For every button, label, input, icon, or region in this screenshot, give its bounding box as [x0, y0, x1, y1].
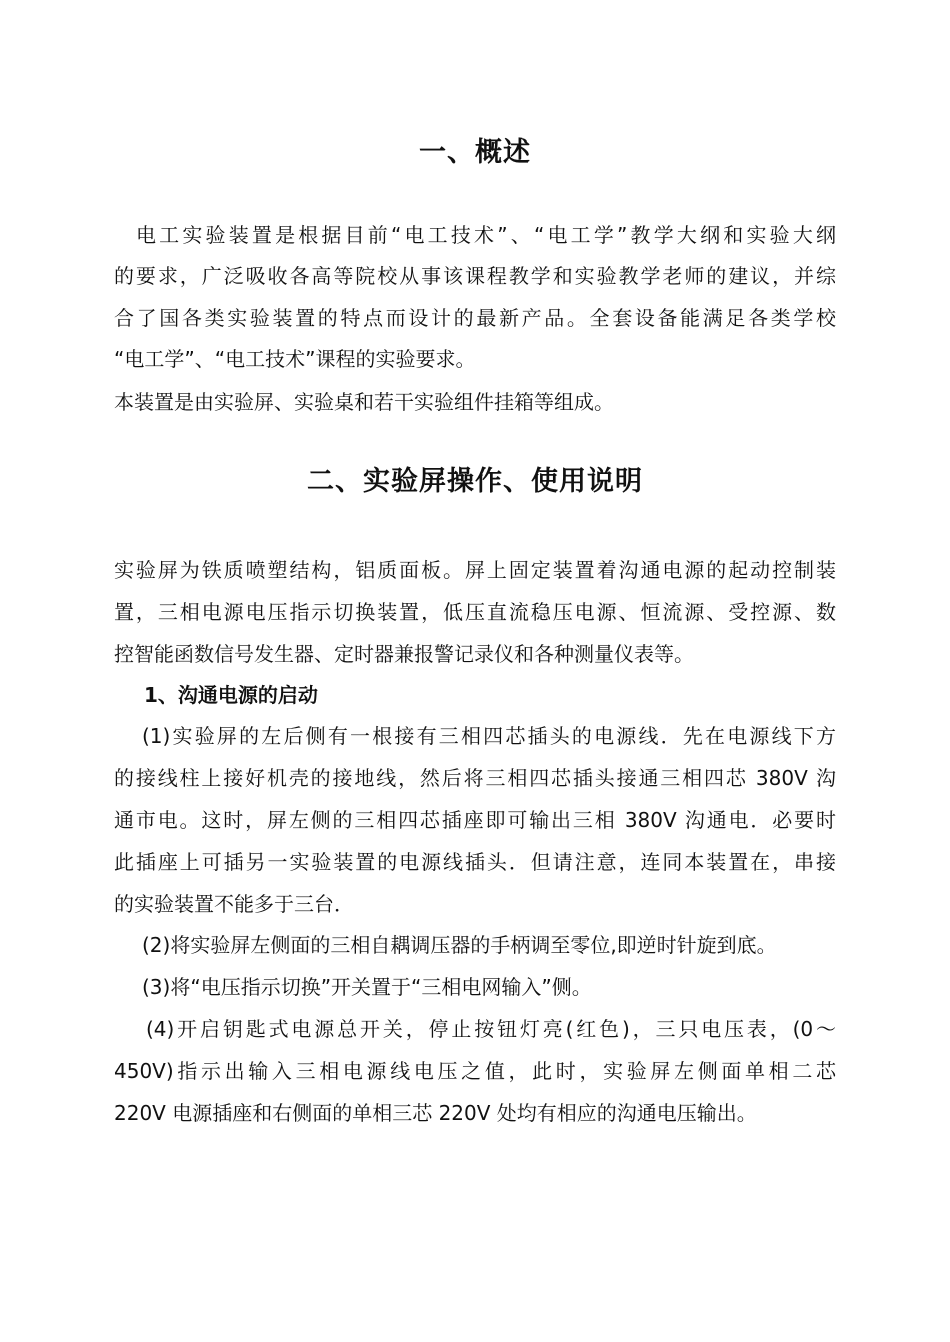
- section1-line-2: 的要求，广泛吸收各高等院校从事该课程教学和实验教学老师的建议，并综: [114, 264, 836, 288]
- subsection-heading: 1、沟通电源的启动: [144, 683, 318, 707]
- subsection-line-3: 通市电。这时，屏左侧的三相四芯插座即可输出三相 380V 沟通电．必要时: [114, 808, 836, 832]
- subsection-line-1: (1)实验屏的左后侧有一根接有三相四芯插头的电源线．先在电源线下方: [142, 724, 836, 748]
- subsection-line-4: 此插座上可插另一实验装置的电源线插头．但请注意，连同本装置在，串接: [114, 850, 836, 874]
- subsection-line-2: 的接线柱上接好机壳的接地线，然后将三相四芯插头接通三相四芯 380V 沟: [114, 766, 836, 790]
- section2-intro-line-1: 实验屏为铁质喷塑结构，铝质面板。屏上固定装置着沟通电源的起动控制装: [114, 558, 836, 582]
- subsection-line-10: 220V 电源插座和右侧面的单相三芯 220V 处均有相应的沟通电压输出。: [114, 1101, 757, 1125]
- section1-line-3: 合了国各类实验装置的特点而设计的最新产品。全套设备能满足各类学校: [114, 306, 836, 330]
- section1-heading: 一、概述: [419, 137, 531, 168]
- section1-line-5: 本装置是由实验屏、实验桌和若干实验组件挂箱等组成。: [114, 390, 614, 414]
- section1-line-1: 电工实验装置是根据目前“电工技术”、“电工学”教学大纲和实验大纲: [136, 223, 836, 247]
- section2-heading: 二、实验屏操作、使用说明: [307, 466, 643, 497]
- subsection-line-5: 的实验装置不能多于三台．: [114, 892, 354, 916]
- section2-intro-line-2: 置，三相电源电压指示切换装置，低压直流稳压电源、恒流源、受控源、数: [114, 600, 836, 624]
- section2-intro-line-3: 控智能函数信号发生器、定时器兼报警记录仪和各种测量仪表等。: [114, 642, 694, 666]
- subsection-line-7: (3)将“电压指示切换”开关置于“三相电网输入”侧。: [142, 975, 592, 999]
- subsection-line-8: (4)开启钥匙式电源总开关，停止按钮灯亮(红色)，三只电压表，(0～: [146, 1017, 836, 1041]
- subsection-line-9: 450V)指示出输入三相电源线电压之值，此时，实验屏左侧面单相二芯: [114, 1059, 836, 1083]
- section1-line-4: “电工学”、“电工技术”课程的实验要求。: [114, 347, 476, 371]
- subsection-line-6: (2)将实验屏左侧面的三相自耦调压器的手柄调至零位,即逆时针旋到底。: [142, 933, 777, 957]
